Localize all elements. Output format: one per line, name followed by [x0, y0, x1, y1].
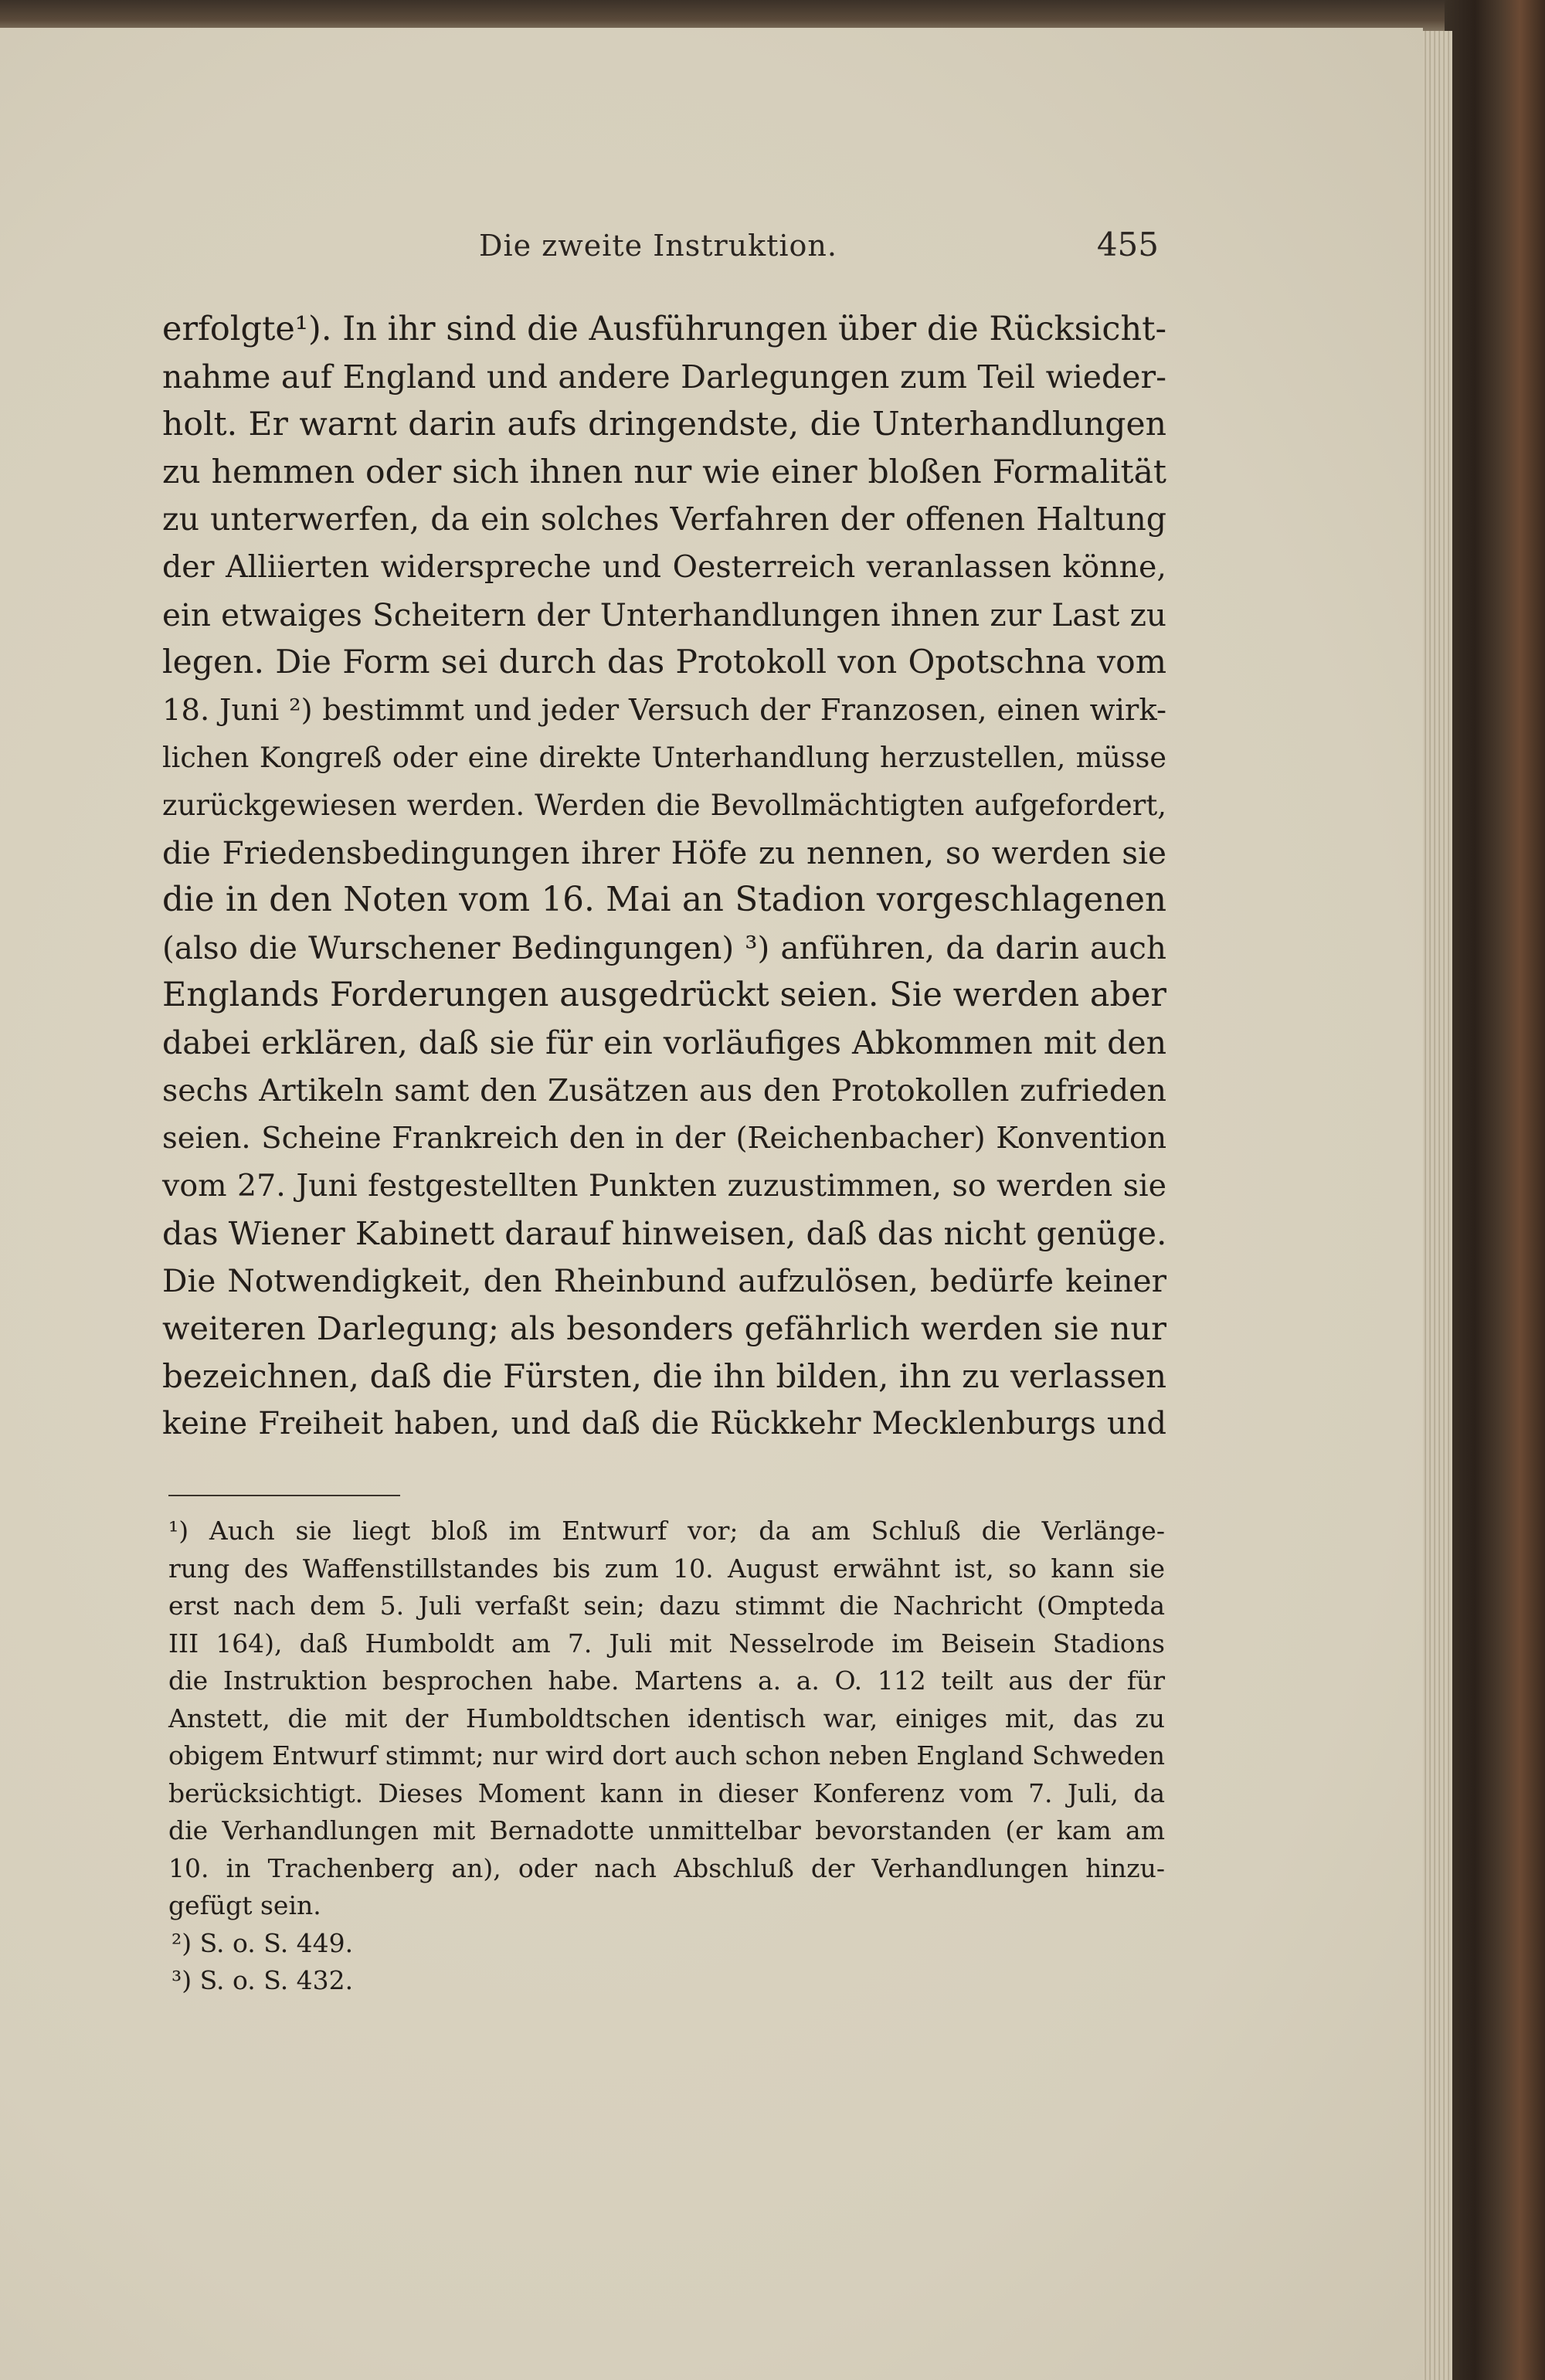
text-line: legen. Die Form sei durch das Protokoll von Opotschna vom [162, 643, 1166, 682]
text-line: sechs Artikeln samt den Zusätzen aus den Protokollen zufrieden [162, 1072, 1166, 1109]
footnote-line: obigem Entwurf stimmt; nur wird dort auch schon neben England Schweden [168, 1740, 1165, 1771]
book-binding [1445, 0, 1545, 2380]
text-line: 18. Juni ²) bestimmt und jeder Versuch der Franzosen, einen wirk- [162, 692, 1166, 728]
text-line: dabei erklären, daß sie für ein vorläufiges Abkommen mit den [162, 1024, 1166, 1061]
text-line: erfolgte¹). In ihr sind die Ausführungen über die Rücksicht- [162, 310, 1166, 348]
text-line: zu unterwerfen, da ein solches Verfahren der offenen Haltung [162, 501, 1166, 538]
footnote-separator [168, 1495, 400, 1496]
footnote-line: III 164), daß Humboldt am 7. Juli mit Nesselrode im Beisein Stadions [168, 1628, 1165, 1659]
footnote-line: die Instruktion besprochen habe. Martens a. a. O. 112 teilt aus der für [168, 1665, 1165, 1696]
text-line: Die Notwendigkeit, den Rheinbund aufzulösen, bedürfe keiner [162, 1261, 1166, 1299]
text-line: holt. Er warnt darin aufs dringendste, die Unterhandlungen [162, 406, 1166, 444]
footnote-line: 10. in Trachenberg an), oder nach Abschluß der Verhandlungen hinzu- [168, 1852, 1165, 1883]
text-line: lichen Kongreß oder eine direkte Unterhandlung herzustellen, müsse [162, 741, 1166, 775]
text-line: zurückgewiesen werden. Werden die Bevollmächtigten aufgefordert, [162, 788, 1166, 822]
footnote-3: ³) S. o. S. 432. [171, 1965, 354, 1995]
text-line: die Friedensbedingungen ihrer Höfe zu nennen, so werden sie [162, 834, 1166, 871]
footnote-line: rung des Waffenstillstandes bis zum 10. August erwähnt ist, so kann sie [168, 1553, 1165, 1584]
main-text [162, 306, 1166, 1448]
footnote-line: ¹) Auch sie liegt bloß im Entwurf vor; da am Schluß die Verlänge- [168, 1516, 1165, 1546]
footnote-line: berücksichtigt. Dieses Moment kann in dieser Konferenz vom 7. Juli, da [168, 1777, 1165, 1808]
text-line: Englands Forderungen ausgedrückt seien. Sie werden aber [162, 976, 1166, 1015]
text-line: vom 27. Juni festgestellten Punkten zuzustimmen, so werden sie [162, 1167, 1166, 1204]
text-line: (also die Wurschener Bedingungen) ³) anführen, da darin auch [162, 929, 1166, 966]
text-line: weiteren Darlegung; als besonders gefährlich werden sie nur [162, 1309, 1166, 1348]
text-line: ein etwaiges Scheitern der Unterhandlungen ihnen zur Last zu [162, 596, 1166, 633]
footnote-line: Anstett, die mit der Humboldtschen identisch war, einiges mit, das zu [168, 1703, 1165, 1733]
page-number: 455 [1096, 226, 1159, 263]
running-head [162, 226, 1159, 275]
footnote-2: ²) S. o. S. 449. [171, 1927, 354, 1958]
footnotes [168, 1513, 1165, 2000]
text-line: das Wiener Kabinett darauf hinweisen, daß das nicht genüge. [162, 1214, 1167, 1253]
text-line: seien. Scheine Frankreich den in der (Reichenbacher) Konvention [162, 1121, 1166, 1156]
text-line: bezeichnen, daß die Fürsten, die ihn bilden, ihn zu verlassen [162, 1357, 1166, 1396]
footnote-line: die Verhandlungen mit Bernadotte unmittelbar bevorstanden (er kam am [168, 1815, 1165, 1845]
footnote-line: erst nach dem 5. Juli verfaßt sein; dazu stimmt die Nachricht (Ompteda [168, 1591, 1165, 1621]
text-line: die in den Noten vom 16. Mai an Stadion vorgeschlagenen [162, 881, 1166, 920]
footnote-line: gefügt sein. [168, 1890, 321, 1920]
text-line: zu hemmen oder sich ihnen nur wie einer bloßen Formalität [162, 453, 1166, 491]
text-line: der Alliierten widerspreche und Oesterreich veranlassen könne, [162, 548, 1166, 585]
text-line: nahme auf England und andere Darlegungen zum Teil wieder- [162, 358, 1166, 396]
running-title: Die zweite Instruktion. [479, 229, 837, 263]
text-line: keine Freiheit haben, und daß die Rückkehr Mecklenburgs und [162, 1405, 1166, 1441]
